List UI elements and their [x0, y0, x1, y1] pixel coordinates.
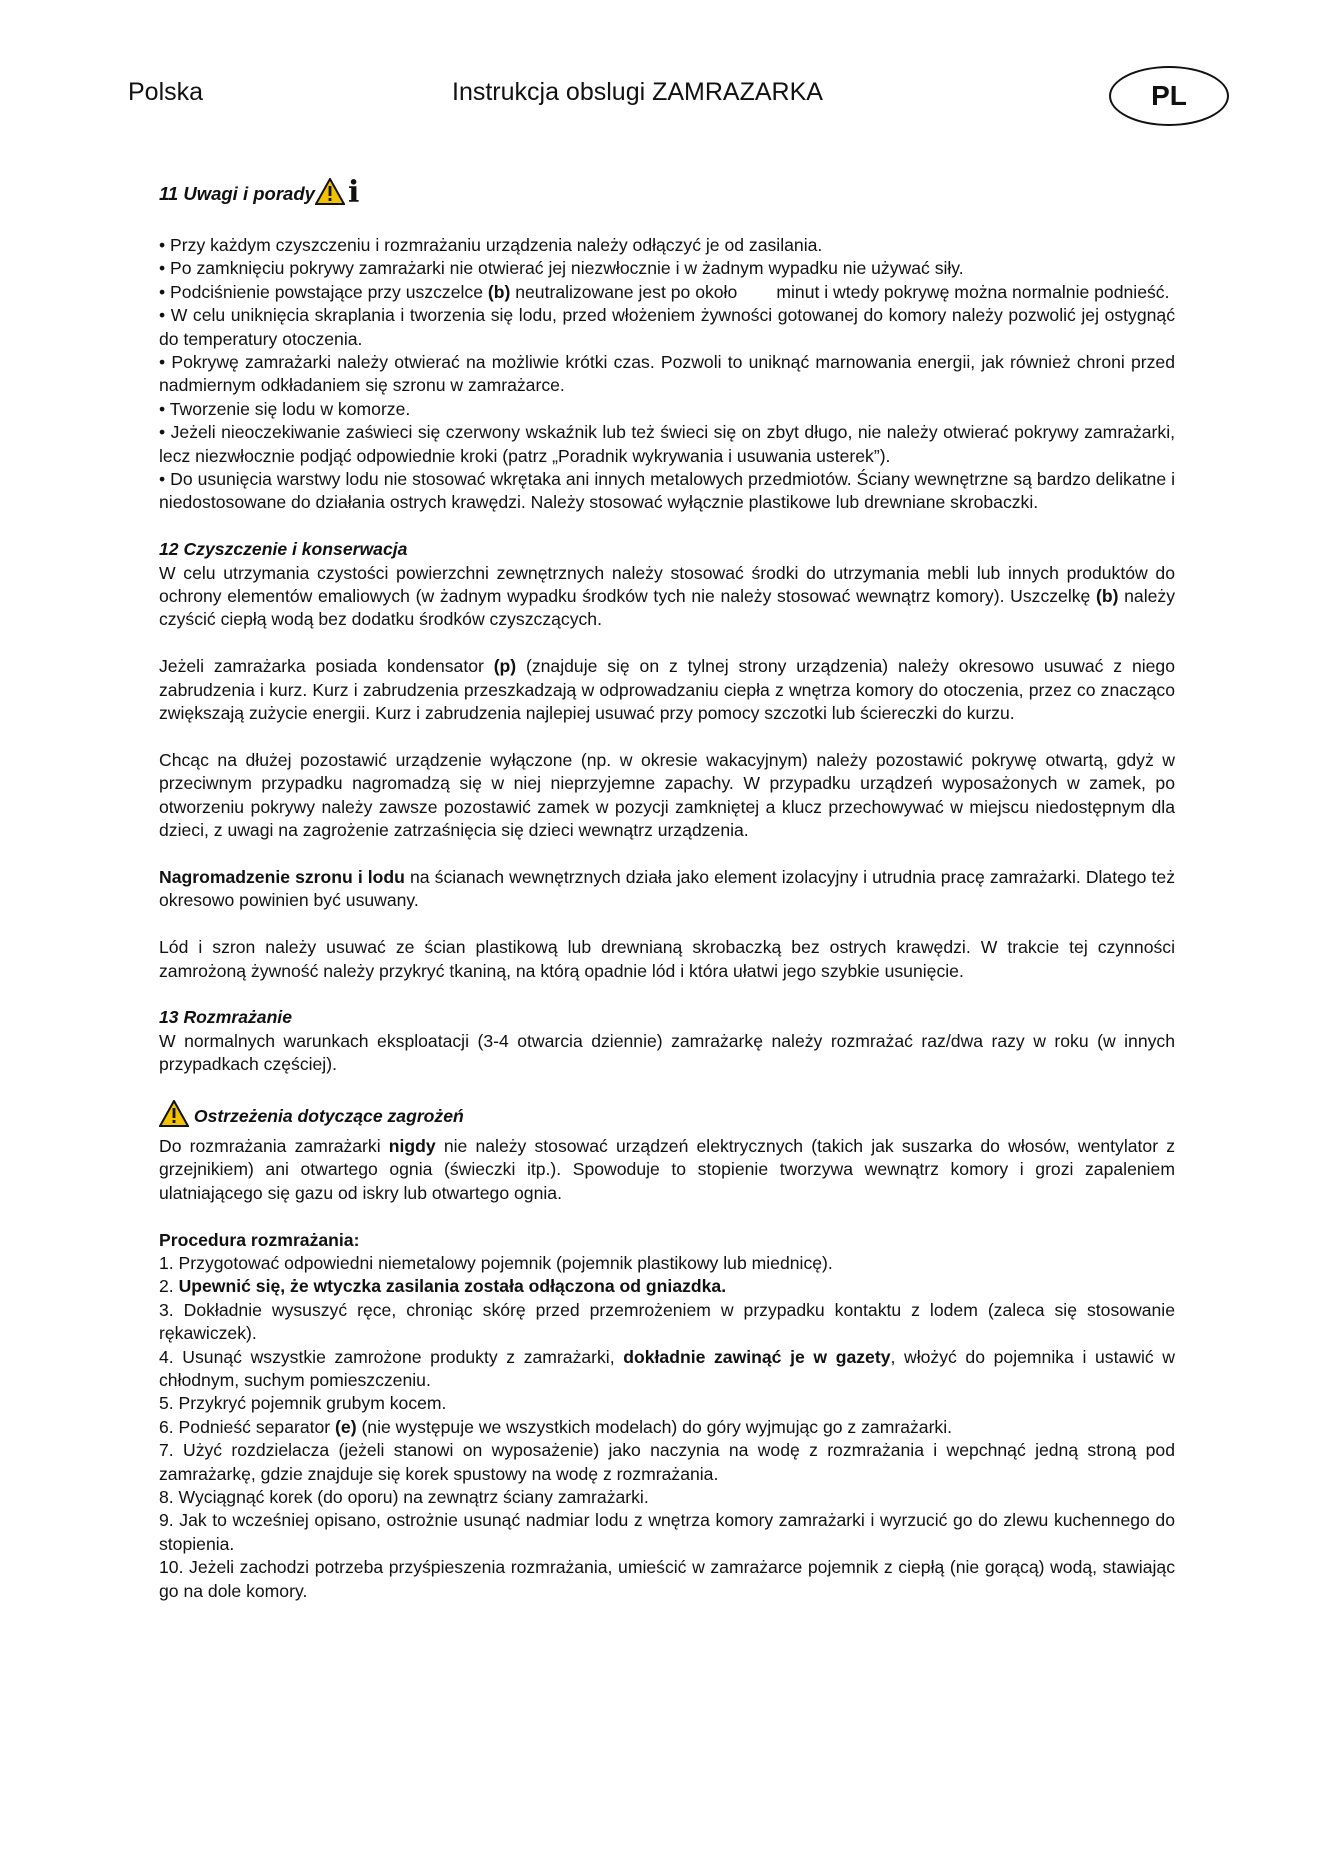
procedure-step: 3. Dokładnie wysuszyć ręce, chroniąc skórę przed przemrożeniem w przypadku kontaktu z lodem (zaleca się stosowanie rękawiczek).: [159, 1299, 1175, 1344]
warning-triangle-icon: [159, 1100, 189, 1135]
tip-item: • W celu uniknięcia skraplania i tworzenia się lodu, przed włożeniem żywności gotowanej do komory należy pozwolić jej ostygnąć do temperatury otoczenia.: [159, 305, 1175, 349]
info-icon: i: [347, 175, 360, 210]
language-badge: [1109, 66, 1229, 126]
paragraph: Chcąc na dłużej pozostawić urządzenie wyłączone (np. w okresie wakacyjnym) należy pozostawić pokrywę otwartą, gdyż w przeciwnym przypadku nagromadzą się w niej nieprzyjemne zapachy. W przypadku urządzeń wyposażonych w zamek, po otworzeniu pokrywy należy zawsze pozostawić zamek w pozycji zamkniętej a klucz przechowywać w miejscu niedostępnym dla dzieci, z uwagi na zagrożenie zatrzaśnięcia się dzieci wewnątrz urządzenia.: [159, 749, 1175, 841]
paragraph: W normalnych warunkach eksploatacji (3-4 otwarcia dziennie) zamrażarkę należy rozmrażać raz/dwa razy w roku (w innych przypadkach częściej).: [159, 1030, 1175, 1075]
tip-item: • Podciśnienie powstające przy uszczelce (b) neutralizowane jest po około minut i wtedy pokrywę można normalnie podnieść.: [159, 281, 1170, 302]
document-body: [159, 175, 1176, 1603]
procedure-heading: Procedura rozmrażania:: [159, 1229, 360, 1250]
tip-item: • Tworzenie się lodu w komorze.: [159, 398, 411, 419]
warning-title: Ostrzeżenia dotyczące zagrożeń: [193, 1105, 464, 1126]
page-header: [0, 78, 1323, 118]
paragraph: W celu utrzymania czystości powierzchni zewnętrznych należy stosować środki do utrzymania mebli lub innych produktów do ochrony elementów emaliowych (w żadnym wypadku środków tych nie należy stosować wewnątrz komory). Uszczelkę (b) należy czyścić ciepłą wodą bez dodatku środków czyszczących.: [159, 562, 1176, 630]
section-11-heading: [159, 175, 1175, 214]
paragraph: Jeżeli zamrażarka posiada kondensator (p) (znajduje się on z tylnej strony urządzenia) należy okresowo usuwać z niego zabrudzenia i kurz. Kurz i zabrudzenia przeszkadzają w odprowadzaniu ciepła z wnętrza komory do otoczenia, przez co znacząco zwiększają zużycie energii. Kurz i zabrudzenia najlepiej usuwać przy pomocy szczotki lub ściereczki do kurzu.: [159, 656, 1175, 724]
procedure-step: 10. Jeżeli zachodzi potrzeba przyśpieszenia rozmrażania, umieścić w zamrażarce pojemnik z ciepłą (nie gorącą) wodą, stawiając go na dole komory.: [159, 1557, 1175, 1601]
procedure-step: 1. Przygotować odpowiedni niemetalowy pojemnik (pojemnik plastikowy lub miednicę).: [159, 1252, 833, 1273]
warning-triangle-icon: [315, 178, 345, 214]
tip-item: • Przy każdym czyszczeniu i rozmrażaniu urządzenia należy odłączyć je od zasilania.: [159, 235, 823, 255]
section-11-title: 11 Uwagi i porady: [159, 183, 315, 204]
section-13-heading: 13 Rozmrażanie: [159, 1007, 292, 1028]
paragraph: Nagromadzenie szronu i lodu na ścianach wewnętrznych działa jako element izolacyjny i utrudnia pracę zamrażarki. Dlatego też okresowo powinien być usuwany.: [159, 866, 1176, 911]
tip-item: • Pokrywę zamrażarki należy otwierać na możliwie krótki czas. Pozwoli to uniknąć marnowania energii, jak również chroni przed nadmiernym odkładaniem się szronu w zamrażarce.: [159, 352, 1175, 396]
header-title: Instrukcja obslugi ZAMRAZARKA: [452, 78, 823, 106]
section-12-heading: 12 Czyszczenie i konserwacja: [159, 539, 408, 560]
tip-item: • Jeżeli nieoczekiwanie zaświeci się czerwony wskaźnik lub też świeci się on zbyt długo, nie należy otwierać pokrywy zamrażarki, lecz niezwłocznie podjąć odpowiednie kroki (patrz „Poradnik wykrywania i usuwania usterek”).: [159, 422, 1175, 466]
procedure-step: 8. Wyciągnąć korek (do oporu) na zewnątrz ściany zamrażarki.: [159, 1487, 649, 1507]
procedure-step: 5. Przykryć pojemnik grubym kocem.: [159, 1393, 447, 1414]
paragraph: Do rozmrażania zamrażarki nigdy nie należy stosować urządzeń elektrycznych (takich jak suszarka do włosów, wentylator z grzejnikiem) ani otwartego ognia (świeczki itp.). Spowoduje to stopienie tworzywa wewnątrz komory i grozi zapaleniem ulatniającego się gazu od iskry lub otwartego ognia.: [159, 1135, 1176, 1203]
procedure-step: 2. Upewnić się, że wtyczka zasilania została odłączona od gniazdka.: [159, 1276, 727, 1297]
header-language: Polska: [128, 78, 204, 106]
procedure-step: 9. Jak to wcześniej opisano, ostrożnie usunąć nadmiar lodu z wnętrza komory zamrażarki i wyrzucić go do zlewu kuchennego do stopienia.: [159, 1510, 1175, 1554]
procedure-step: 6. Podnieść separator (e) (nie występuje we wszystkich modelach) do góry wyjmując go z zamrażarki.: [159, 1416, 953, 1437]
tip-item: • Do usunięcia warstwy lodu nie stosować wkrętaka ani innych metalowych przedmiotów. Ściany wewnętrzne są bardzo delikatne i niedostosowane do działania ostrych krawędzi. Należy stosować wyłącznie plastikowe lub drewniane skrobaczki.: [159, 469, 1175, 513]
language-badge-label: PL: [1151, 80, 1187, 111]
paragraph: Lód i szron należy usuwać ze ścian plastikową lub drewnianą skrobaczką bez ostrych krawędzi. W trakcie tej czynności zamrożoną żywność należy przykryć tkaniną, na którą opadnie lód i która ułatwi jego szybkie usunięcie.: [159, 937, 1175, 981]
tip-item: • Po zamknięciu pokrywy zamrażarki nie otwierać jej niezwłocznie i w żadnym wypadku nie używać siły.: [159, 258, 964, 279]
procedure-step: 4. Usunąć wszystkie zamrożone produkty z zamrażarki, dokładnie zawinąć je w gazety, włożyć do pojemnika i ustawić w chłodnym, suchym pomieszczeniu.: [159, 1346, 1175, 1390]
warning-heading: [159, 1100, 1175, 1135]
procedure-step: 7. Użyć rozdzielacza (jeżeli stanowi on wyposażenie) jako naczynia na wodę z rozmrażania i wepchnąć jedną stroną pod zamrażarkę, gdzie znajduje się korek spustowy na wodę z rozmrażania.: [159, 1440, 1175, 1484]
